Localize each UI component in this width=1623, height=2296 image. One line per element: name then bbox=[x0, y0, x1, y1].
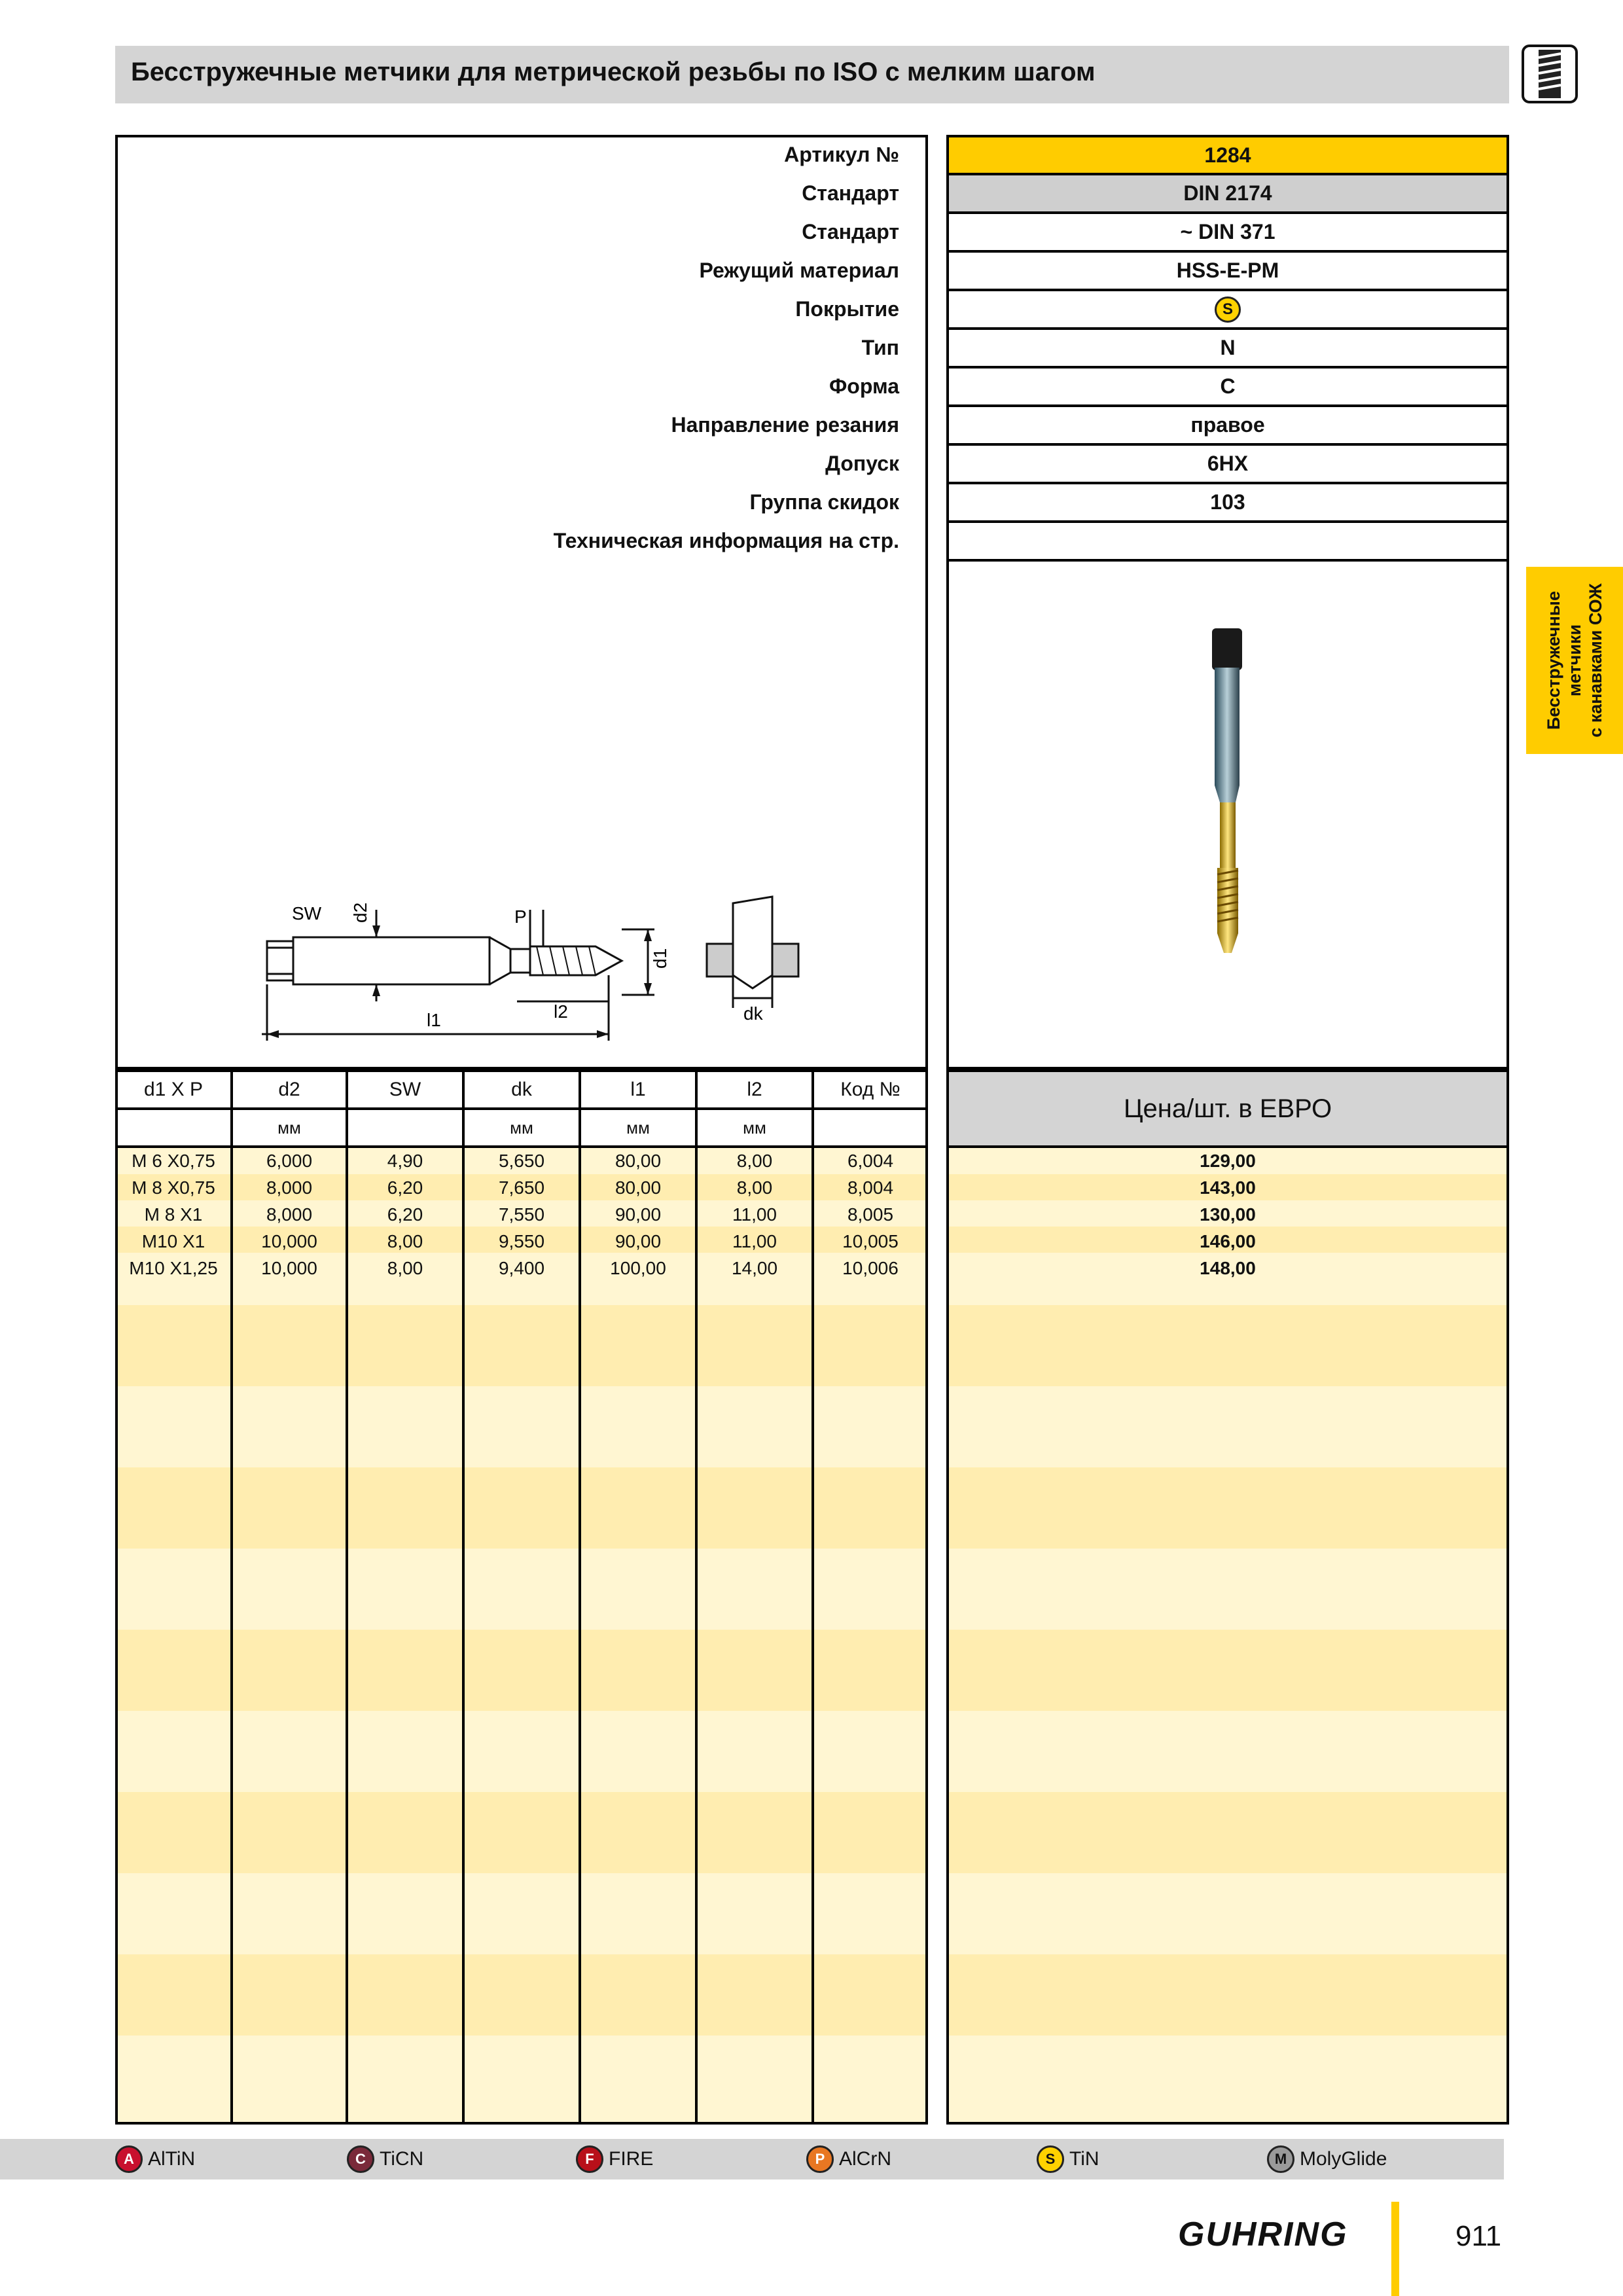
category-side-tab[interactable] bbox=[1526, 567, 1623, 754]
spec-label-coating: Покрытие bbox=[795, 297, 899, 321]
spec-value-form: C bbox=[946, 368, 1509, 407]
table-cell-l1: 90,00 bbox=[615, 1231, 662, 1251]
table-cell-l1: 90,00 bbox=[615, 1204, 662, 1225]
tin-coating-icon: S bbox=[1037, 2145, 1064, 2173]
table-cell-d2: 8,000 bbox=[266, 1177, 313, 1198]
table-cell-l1: 80,00 bbox=[615, 1177, 662, 1198]
legend-label: TiN bbox=[1069, 2148, 1099, 2170]
col-header-d2: d2 bbox=[278, 1079, 300, 1100]
spec-label-type: Тип bbox=[861, 336, 899, 359]
label-d2: d2 bbox=[350, 902, 370, 923]
table-cell-l2: 14,00 bbox=[731, 1258, 778, 1278]
legend-label: AlCrN bbox=[839, 2148, 891, 2170]
spec-label-article: Артикул № bbox=[784, 143, 899, 166]
label-p: P bbox=[514, 906, 527, 927]
table-cell-l2: 8,00 bbox=[736, 1151, 773, 1171]
table-cell-sw: 8,00 bbox=[387, 1231, 423, 1251]
price-table bbox=[946, 1069, 1509, 2125]
table-cell-d2: 8,000 bbox=[266, 1204, 313, 1225]
table-cell-code[interactable]: 8,004 bbox=[847, 1177, 894, 1198]
col-header-l2: l2 bbox=[747, 1079, 762, 1100]
spec-label-form: Форма bbox=[829, 374, 899, 398]
table-cell-d2: 6,000 bbox=[266, 1151, 313, 1171]
col-header-sw: SW bbox=[389, 1079, 421, 1100]
price-cell: 130,00 bbox=[1200, 1204, 1256, 1225]
table-cell-sw: 8,00 bbox=[387, 1258, 423, 1278]
table-cell-l1: 100,00 bbox=[610, 1258, 666, 1278]
col-header-d1p: d1 X P bbox=[143, 1079, 204, 1100]
table-row: M10 X1 bbox=[141, 1231, 205, 1251]
price-table-grid bbox=[946, 1069, 1509, 2125]
table-row: M 8 X0,75 bbox=[132, 1177, 215, 1198]
side-tab-label: Бесстружечные метчики с канавками СОЖ bbox=[1544, 583, 1605, 738]
spec-label-tolerance: Допуск bbox=[825, 452, 899, 475]
tap-dimension-drawing bbox=[255, 884, 910, 1054]
spec-label-material: Режущий материал bbox=[699, 259, 899, 282]
spec-value-direction: правое bbox=[946, 407, 1509, 446]
page-number: 911 bbox=[1455, 2220, 1502, 2252]
alcrn-coating-icon: P bbox=[806, 2145, 834, 2173]
spec-value-material: HSS-E-PM bbox=[946, 253, 1509, 291]
table-cell-code[interactable]: 8,005 bbox=[847, 1204, 894, 1225]
spec-value-article: 1284 bbox=[946, 135, 1509, 175]
col-header-code: Код № bbox=[840, 1079, 901, 1100]
table-cell-l1: 80,00 bbox=[615, 1151, 662, 1171]
fire-coating-icon: F bbox=[576, 2145, 603, 2173]
table-grid bbox=[115, 1069, 928, 2125]
table-cell-sw: 4,90 bbox=[387, 1151, 423, 1171]
legend-altin bbox=[115, 2144, 195, 2174]
label-dk: dk bbox=[743, 1003, 763, 1024]
brand-logo: GUHRING bbox=[1178, 2215, 1348, 2253]
price-cell: 129,00 bbox=[1200, 1151, 1256, 1171]
legend-label: AlTiN bbox=[148, 2148, 196, 2170]
price-header: Цена/шт. в ЕВРО bbox=[1123, 1094, 1332, 1123]
molyglide-coating-icon: M bbox=[1267, 2145, 1294, 2173]
legend-label: FIRE bbox=[609, 2148, 654, 2170]
brand-accent-bar bbox=[1391, 2202, 1399, 2296]
table-cell-d2: 10,000 bbox=[261, 1258, 317, 1278]
label-sw: SW bbox=[292, 903, 322, 924]
table-row: M10 X1,25 bbox=[129, 1258, 218, 1278]
spec-value-standard-2: ~ DIN 371 bbox=[946, 214, 1509, 253]
table-cell-code[interactable]: 6,004 bbox=[847, 1151, 894, 1171]
table-cell-code[interactable]: 10,005 bbox=[842, 1231, 899, 1251]
table-cell-dk: 7,650 bbox=[498, 1177, 545, 1198]
spec-value-coating bbox=[946, 291, 1509, 330]
table-cell-l2: 8,00 bbox=[736, 1177, 773, 1198]
unit-d2: мм bbox=[277, 1118, 301, 1138]
spec-label-discount-group: Группа скидок bbox=[749, 490, 899, 514]
table-cell-code[interactable]: 10,006 bbox=[842, 1258, 899, 1278]
legend-fire bbox=[576, 2144, 653, 2174]
unit-dk: мм bbox=[510, 1118, 533, 1138]
legend-label: MolyGlide bbox=[1300, 2148, 1387, 2170]
tap-product-image bbox=[1202, 626, 1254, 966]
table-cell-l2: 11,00 bbox=[732, 1204, 777, 1225]
price-cell: 148,00 bbox=[1200, 1258, 1256, 1278]
spec-label-standard-2: Стандарт bbox=[802, 220, 899, 243]
table-row: M 6 X0,75 bbox=[132, 1151, 215, 1171]
spec-value-standard-1: DIN 2174 bbox=[946, 175, 1509, 214]
spec-label-tech-info: Техническая информация на стр. bbox=[553, 529, 899, 552]
table-row: M 8 X1 bbox=[144, 1204, 203, 1225]
page-title: Бесстружечные метчики для метрической резьбы по ISO с мелким шагом bbox=[131, 58, 1096, 86]
spec-value-type: N bbox=[946, 330, 1509, 368]
tin-coating-icon: S bbox=[1215, 296, 1241, 323]
table-cell-dk: 7,550 bbox=[498, 1204, 545, 1225]
spec-value-tech-info bbox=[946, 523, 1509, 562]
dimension-table bbox=[115, 1069, 928, 2125]
table-cell-dk: 9,400 bbox=[498, 1258, 545, 1278]
legend-tin bbox=[1037, 2144, 1099, 2174]
col-header-l1: l1 bbox=[630, 1079, 646, 1100]
spec-value-discount-group: 103 bbox=[946, 484, 1509, 523]
price-cell: 143,00 bbox=[1200, 1177, 1256, 1198]
price-cell: 146,00 bbox=[1200, 1231, 1256, 1251]
altin-coating-icon: A bbox=[115, 2145, 143, 2173]
legend-ticn bbox=[347, 2144, 423, 2174]
unit-l1: мм bbox=[626, 1118, 650, 1138]
spec-label-direction: Направление резания bbox=[671, 413, 899, 437]
table-cell-dk: 5,650 bbox=[498, 1151, 545, 1171]
table-cell-sw: 6,20 bbox=[387, 1177, 423, 1198]
label-l2: l2 bbox=[554, 1001, 568, 1022]
table-cell-d2: 10,000 bbox=[261, 1231, 317, 1251]
table-cell-dk: 9,550 bbox=[498, 1231, 545, 1251]
table-cell-l2: 11,00 bbox=[732, 1231, 777, 1251]
legend-alcrn bbox=[806, 2144, 891, 2174]
spec-label-standard-1: Стандарт bbox=[802, 181, 899, 205]
legend-label: TiCN bbox=[380, 2148, 424, 2170]
spec-value-tolerance: 6HX bbox=[946, 446, 1509, 484]
col-header-dk: dk bbox=[511, 1079, 532, 1100]
tap-thread-icon bbox=[1522, 45, 1578, 103]
legend-molyglide bbox=[1267, 2144, 1387, 2174]
unit-l2: мм bbox=[743, 1118, 766, 1138]
table-cell-sw: 6,20 bbox=[387, 1204, 423, 1225]
label-d1: d1 bbox=[650, 948, 670, 969]
ticn-coating-icon: C bbox=[347, 2145, 374, 2173]
label-l1: l1 bbox=[427, 1010, 441, 1030]
